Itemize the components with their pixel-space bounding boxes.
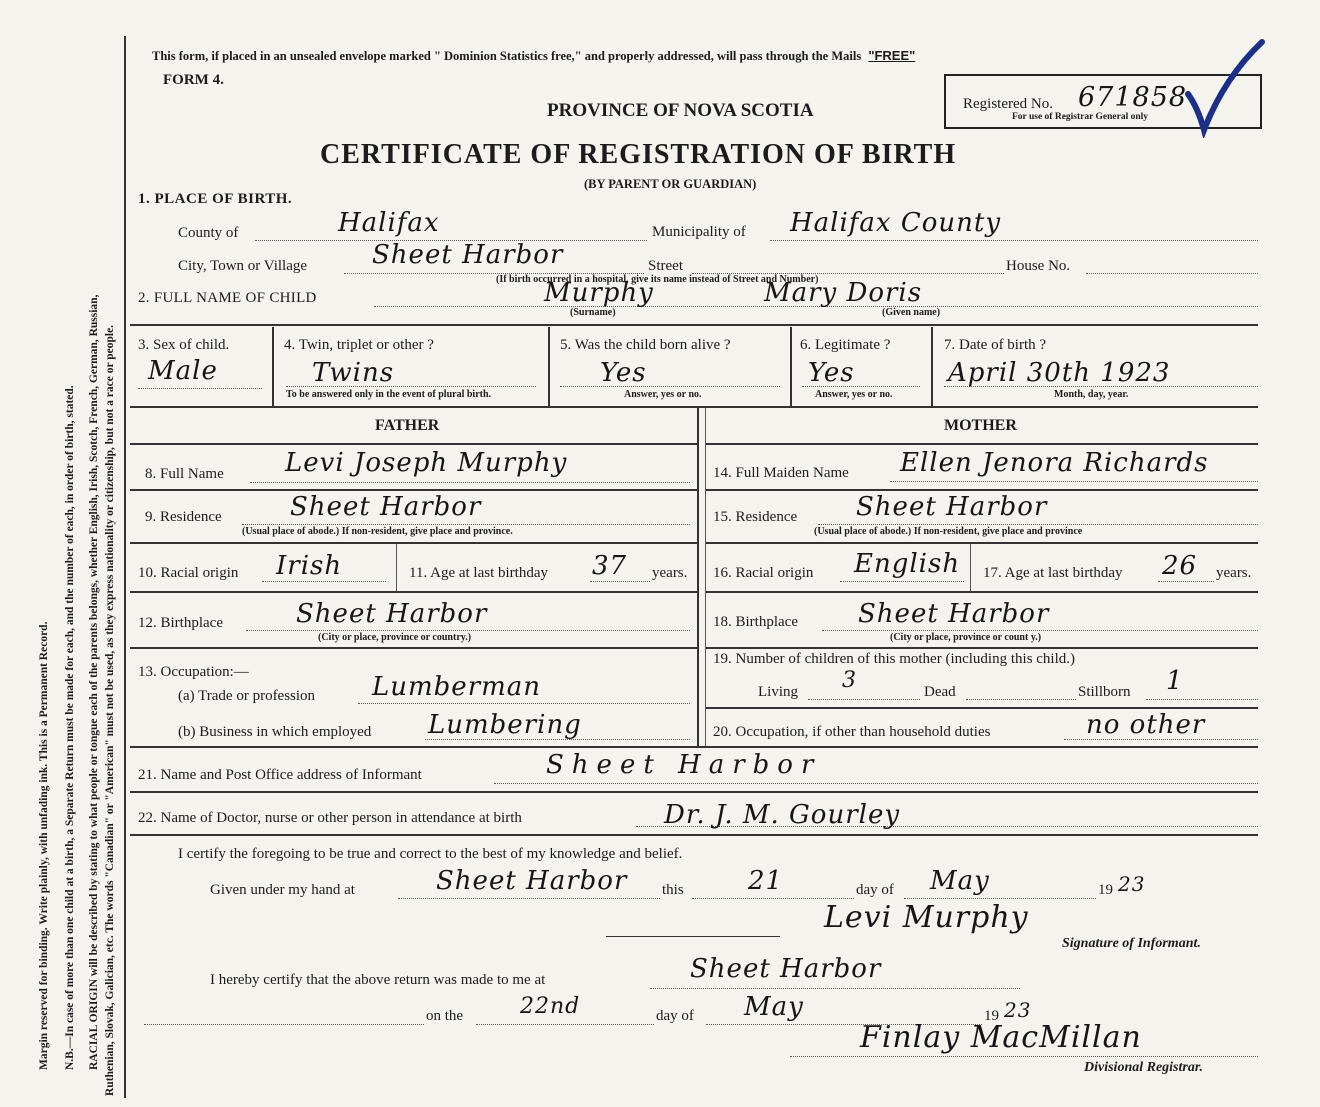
alive-note: Answer, yes or no.: [624, 389, 702, 400]
mother-years-label: years.: [1216, 565, 1252, 581]
county-value: Halifax: [338, 208, 440, 238]
margin-note-2: N.B.—In case of more than one child at a birth, a Separate Return must be made for each, and the number of each, in order of birth, stated.: [64, 385, 76, 1070]
business-value: Lumbering: [428, 710, 582, 740]
margin-rule: [124, 36, 126, 1098]
doctor-value: Dr. J. M. Gourley: [664, 800, 901, 830]
sex-label: 3. Sex of child.: [138, 337, 230, 353]
municipality-label: Municipality of: [652, 224, 746, 240]
child-given-name: Mary Doris: [764, 278, 923, 308]
registrar-month: May: [744, 992, 804, 1022]
father-race-label: 10. Racial origin: [138, 565, 239, 581]
registrar-signature: Finlay MacMillan: [860, 1020, 1142, 1055]
given-label: Given under my hand at: [210, 882, 355, 898]
city-value: Sheet Harbor: [372, 240, 564, 270]
twin-label: 4. Twin, triplet or other ?: [284, 337, 434, 353]
mother-heading: MOTHER: [944, 417, 1017, 434]
dead-label: Dead: [924, 684, 956, 700]
informant-label: 21. Name and Post Office address of Informant: [138, 767, 422, 783]
business-label: (b) Business in which employed: [178, 724, 372, 740]
margin-note-3: RACIAL ORIGIN will be described by stating to what people or tongue each of the parents belongs, whether English, Irish, Scotch, French, German, Russian,: [88, 294, 100, 1070]
registrar-place: Sheet Harbor: [690, 954, 882, 984]
province-title: PROVINCE OF NOVA SCOTIA: [547, 100, 814, 121]
father-birthplace: Sheet Harbor: [296, 599, 488, 629]
mother-name: Ellen Jenora Richards: [900, 448, 1209, 478]
father-birthplace-label: 12. Birthplace: [138, 615, 223, 631]
mother-race-label: 16. Racial origin: [713, 565, 814, 581]
registrar-day: 22nd: [520, 994, 581, 1019]
given-year-prefix: 19: [1098, 882, 1113, 898]
hospital-note: (If birth occurred in a hospital, give its name instead of Street and Number): [496, 274, 819, 285]
mother-race: English: [854, 549, 961, 579]
mail-notice: [152, 48, 915, 64]
doctor-label: 22. Name of Doctor, nurse or other person in attendance at birth: [138, 810, 522, 826]
mother-name-label: 14. Full Maiden Name: [713, 465, 849, 481]
alive-label: 5. Was the child born alive ?: [560, 337, 731, 353]
father-years-label: years.: [652, 565, 688, 581]
registrar-statement: I hereby certify that the above return was made to me at: [210, 972, 546, 988]
street-label: Street: [648, 258, 683, 274]
given-name-note: (Given name): [882, 307, 941, 318]
given-place: Sheet Harbor: [436, 866, 628, 896]
registrar-day-of-label: day of: [656, 1008, 694, 1024]
informant-signature-label: Signature of Informant.: [1062, 936, 1201, 951]
on-the-label: on the: [426, 1008, 464, 1024]
stillborn-label: Stillborn: [1078, 684, 1131, 700]
dob-value: April 30th 1923: [948, 358, 1171, 388]
registrar-note: For use of Registrar General only: [1012, 112, 1149, 122]
free-stamp: "FREE": [868, 48, 916, 63]
certificate-title: CERTIFICATE OF REGISTRATION OF BIRTH: [320, 139, 957, 170]
given-day-of-label: day of: [856, 882, 894, 898]
father-name: Levi Joseph Murphy: [285, 448, 568, 478]
certificate-subtitle: (BY PARENT OR GUARDIAN): [584, 177, 757, 191]
dob-label: 7. Date of birth ?: [944, 337, 1047, 353]
mother-residence-label: 15. Residence: [713, 509, 798, 525]
check-mark-icon: [1180, 38, 1270, 138]
twin-note: To be answered only in the event of plural birth.: [286, 389, 492, 400]
dob-note: Month, day, year.: [1054, 389, 1129, 400]
child-name-label: 2. FULL NAME OF CHILD: [138, 290, 317, 306]
registered-label: Registered No.: [963, 96, 1053, 112]
informant-value: Sheet Harbor: [546, 750, 822, 780]
mother-occupation-label: 20. Occupation, if other than household duties: [713, 724, 991, 740]
house-label: House No.: [1006, 258, 1071, 274]
twin-value: Twins: [312, 358, 395, 388]
father-residence: Sheet Harbor: [290, 492, 482, 522]
informant-signature: Levi Murphy: [824, 900, 1029, 935]
mother-age: 26: [1162, 551, 1198, 581]
given-day: 21: [748, 866, 784, 896]
municipality-value: Halifax County: [790, 208, 1002, 238]
mother-residence: Sheet Harbor: [856, 492, 1048, 522]
occupation-label: 13. Occupation:—: [138, 664, 249, 680]
alive-value: Yes: [600, 358, 647, 388]
legitimate-label: 6. Legitimate ?: [800, 337, 891, 353]
mail-notice-text: This form, if placed in an unsealed envelope marked " Dominion Statistics free," and properly addressed, will pass through the Mails: [152, 49, 862, 63]
father-age: 37: [592, 551, 628, 581]
sex-value: Male: [148, 356, 218, 386]
margin-note-1: Margin reserved for binding. Write plainly, with unfading ink. This is a Permanent Record.: [38, 621, 50, 1070]
city-label: City, Town or Village: [178, 258, 308, 274]
form-number: FORM 4.: [163, 72, 224, 88]
father-heading: FATHER: [375, 417, 440, 434]
margin-note-4: Ruthenian, Slovak, Galician, etc. The words "Canadian" or "American" must not be used, as they express nationality or citizenship, but not a race or people.: [104, 324, 116, 1096]
father-race: Irish: [276, 551, 343, 581]
mother-birthplace: Sheet Harbor: [858, 599, 1050, 629]
father-birthplace-note: (City or place, province or country.): [318, 632, 472, 643]
place-label: 1. PLACE OF BIRTH.: [138, 191, 293, 207]
mother-age-label: 17. Age at last birthday: [983, 565, 1123, 581]
registrar-signature-label: Divisional Registrar.: [1084, 1060, 1204, 1075]
trade-label: (a) Trade or profession: [178, 688, 316, 704]
living-value: 3: [842, 668, 857, 693]
father-age-label: 11. Age at last birthday: [409, 565, 548, 581]
child-surname: Murphy: [544, 278, 654, 308]
trade-value: Lumberman: [372, 672, 542, 702]
children-label: 19. Number of children of this mother (including this child.): [713, 651, 1076, 667]
stillborn-value: 1: [1166, 666, 1184, 696]
mother-birthplace-note: (City or place, province or count y.): [890, 632, 1042, 643]
registrar-year-prefix: 19: [984, 1008, 999, 1024]
registrar-year: 23: [1004, 998, 1032, 1022]
given-year: 23: [1118, 872, 1146, 896]
living-label: Living: [758, 684, 798, 700]
father-residence-note: (Usual place of abode.) If non-resident, give place and province.: [242, 526, 513, 537]
given-month: May: [930, 866, 990, 896]
surname-note: (Surname): [570, 307, 616, 318]
registered-number: 671858: [1078, 82, 1188, 113]
mother-birthplace-label: 18. Birthplace: [713, 614, 798, 630]
father-residence-label: 9. Residence: [145, 509, 222, 525]
this-label: this: [662, 882, 684, 898]
legitimate-note: Answer, yes or no.: [815, 389, 893, 400]
legitimate-value: Yes: [808, 358, 855, 388]
certify-statement: I certify the foregoing to be true and correct to the best of my knowledge and belief.: [178, 846, 683, 862]
mother-residence-note: (Usual place of abode.) If non-resident, give place and province: [814, 526, 1083, 537]
county-label: County of: [178, 225, 239, 241]
mother-occupation: no other: [1086, 710, 1206, 740]
father-name-label: 8. Full Name: [145, 466, 224, 482]
